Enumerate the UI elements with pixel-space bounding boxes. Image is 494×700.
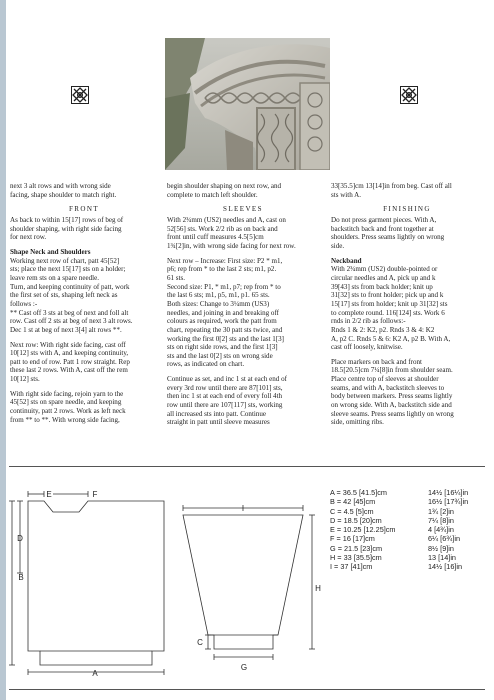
measurement-cm: I = 37 [41]cm <box>330 562 373 572</box>
measurement-cm: H = 33 [35.5]cm <box>330 552 382 562</box>
text-line: for next row. <box>10 233 47 242</box>
text-line: rnds in 2/2 rib as follows:- <box>331 317 406 326</box>
text-line: 10[12] sts with A, and keeping continuity, <box>10 349 129 358</box>
text-line: Next row – Increase: First size: P2 * m1, <box>167 256 283 265</box>
label-f: F <box>92 490 98 499</box>
text-line: leave rem sts on a spare needle. <box>10 273 100 282</box>
measurement-inches: 7¼ [8]in <box>428 515 454 525</box>
section-heading: FRONT <box>68 205 100 214</box>
measurement-inches: 16½ [17¾]in <box>428 497 469 507</box>
text-line: ** Cast off 3 sts at beg of next and foll alt <box>10 308 129 317</box>
column-sleeves <box>167 182 319 427</box>
text-line: sts with A. <box>331 190 361 199</box>
label-g: G <box>240 663 248 672</box>
text-line: every 3rd row until there are 87[101] sts, <box>167 383 283 392</box>
measurements-cm <box>330 488 396 572</box>
text-line: Place centre top of sleeves at shoulder <box>331 375 439 384</box>
text-line: Shape Neck and Shoulders <box>10 247 91 256</box>
text-line: Working next row of chart, patt 45[52] <box>10 256 120 265</box>
text-line: 52[56] sts. Work 2/2 rib as on back and <box>167 224 278 233</box>
measurement-cm: G = 21.5 [23]cm <box>330 543 383 553</box>
label-i: I <box>241 504 245 513</box>
text-line: cast off loosely, knitwise. <box>331 343 403 352</box>
text-line: With 2¾mm (US2) needles and A, cast on <box>167 215 286 224</box>
measurement-inches: 14½ [16]in <box>428 562 463 572</box>
text-line: 15[17] sts from holder; knit up 31[32] sts <box>331 299 448 308</box>
text-line: sts on right side rows, and the first 1[3] <box>167 343 278 352</box>
column-front <box>10 182 158 424</box>
text-line: circular needles and A, pick up and k <box>331 273 436 282</box>
text-line: 45[52] sts on spare needle, and keeping <box>10 398 122 407</box>
text-line: Neckband <box>331 256 362 265</box>
measurement-cm: E = 10.25 [12.25]cm <box>330 525 396 535</box>
text-line: continuity, patt 2 rows. Work as left neck <box>10 407 126 416</box>
text-line: all increased sts into patt. Continue <box>167 409 267 418</box>
text-line: the first set of sts, shaping left neck as <box>10 291 118 300</box>
text-line: p6; rep from * to the last 2 sts; m1, p2. <box>167 265 277 274</box>
label-d: D <box>17 534 23 543</box>
text-line: Both sizes: Change to 3¼mm (US3) <box>167 299 270 308</box>
text-line: 61 sts. <box>167 273 186 282</box>
text-line: front until cuff measures 4.5[5]cm <box>167 233 264 242</box>
text-line: Do not press garment pieces. With A, <box>331 215 437 224</box>
text-line: row. Cast off 2 sts at beg of next 3 alt rows. <box>10 317 133 326</box>
text-line: complete to match left shoulder. <box>167 190 258 199</box>
text-line: shoulder shaping, with right side facing <box>10 224 122 233</box>
measurement-inches: 8½ [9]in <box>428 543 454 553</box>
text-line: the last 6 sts; m1, p5, m1, p1. 65 sts. <box>167 291 270 300</box>
text-line: seams, and with A, backstitch sleeves to <box>331 383 445 392</box>
text-line: With right side facing, rejoin yarn to the <box>10 389 124 398</box>
text-line: row until there are 107[117] sts, working <box>167 401 283 410</box>
body-schematic <box>9 491 164 675</box>
text-line: sts; place the next 15[17] sts on a holder; <box>10 265 126 274</box>
measurement-cm: C = 4.5 [5]cm <box>330 506 374 516</box>
text-line: needles, and joining in and breaking off <box>167 308 280 317</box>
text-line: 33[35.5]cm 13[14]in from beg. Cast off all <box>331 182 452 190</box>
text-line: As back to within 15[17] rows of beg of <box>10 215 124 224</box>
measurement-inches: 4 [4¾]in <box>428 525 454 535</box>
label-a: A <box>92 669 98 678</box>
text-line: follows :- <box>10 299 38 308</box>
text-line: 39[43] sts from back holder; knit up <box>331 282 433 291</box>
text-line: 1¾[2]in, with wrong side facing for next row. <box>167 241 296 250</box>
text-line: side, omitting ribs. <box>331 418 384 427</box>
text-line: Turn, and keeping continuity of patt, work <box>10 282 130 291</box>
text-line: chart, repeating the 30 patt sts twice, and <box>167 325 283 334</box>
text-line: on wrong side. With A, backstitch side and <box>331 401 452 410</box>
sleeve-schematic <box>183 505 315 660</box>
measurement-inches: 13 [14]in <box>428 552 456 562</box>
measurement-cm: F = 16 [17]cm <box>330 534 375 544</box>
measurement-cm: A = 36.5 [41.5]cm <box>330 488 387 497</box>
text-line: from ** to **. With wrong side facing, <box>10 415 120 424</box>
text-line: Dec 1 st at beg of next 3[4] alt rows **. <box>10 325 122 334</box>
text-line: sts and the last 0[2] sts on wrong side <box>167 351 273 360</box>
celtic-knot-icon <box>400 86 418 104</box>
text-line: With 2¾mm (US2) double-pointed or <box>331 265 438 274</box>
text-line: 31[32] sts to front holder; pick up and k <box>331 291 444 300</box>
schematic-diagrams <box>0 478 494 683</box>
text-line: then inc 1 st at each end of every foll 4th <box>167 392 283 401</box>
text-line: side. <box>331 241 345 250</box>
measurement-cm: B = 42 [45]cm <box>330 497 376 507</box>
label-h: H <box>315 584 321 593</box>
text-line: facing, shape shoulder to match right. <box>10 190 117 199</box>
text-line: Next row: With right side facing, cast off <box>10 340 126 349</box>
text-line: working the first 0[2] sts and the last 1[3] <box>167 334 285 343</box>
text-line: straight in patt until sleeve measures <box>167 418 270 427</box>
divider-top <box>9 466 485 467</box>
text-line: A, p2 C. Rnds 5 & 6: K2 A, p2 B. With A, <box>331 334 451 343</box>
text-line: these last 2 rows. With A, cast off the rem <box>10 366 128 375</box>
label-b: B <box>18 573 24 582</box>
text-line: shoulders. Press seams lightly on wrong <box>331 233 445 242</box>
section-heading: SLEEVES <box>223 205 263 214</box>
divider-bottom <box>9 689 485 690</box>
section-heading: FINISHING <box>383 205 431 214</box>
measurements-inches <box>428 488 468 572</box>
text-line: Rnds 1 & 2: K2, p2. Rnds 3 & 4: K2 <box>331 325 435 334</box>
text-line: body between markers. Press seams lightly <box>331 392 453 401</box>
label-c: C <box>197 638 203 647</box>
label-e: E <box>46 490 52 499</box>
column-finishing <box>331 182 483 427</box>
stone-cross-photo <box>165 38 330 170</box>
text-line: next 3 alt rows and with wrong side <box>10 182 111 190</box>
text-line: 18.5[20.5]cm 7¼[8]in from shoulder seam. <box>331 366 453 375</box>
text-line: patt to end of row. Patt 1 row straight. Rep <box>10 357 130 366</box>
text-line: begin shoulder shaping on next row, and <box>167 182 282 190</box>
text-line: to complete round. 116[124] sts. Work 6 <box>331 308 445 317</box>
measurement-cm: D = 18.5 [20]cm <box>330 515 382 525</box>
measurement-inches: 14½ [16¼]in <box>428 488 469 497</box>
text-line: rows, as indicated on chart. <box>167 360 245 369</box>
text-line: sleeve seams. Press seams lightly on wrong <box>331 409 454 418</box>
text-line: 10[12] sts. <box>10 375 40 384</box>
text-line: colours as required, work the patt from <box>167 317 277 326</box>
text-line: Second size: P1, * m1, p7; rep from * to <box>167 282 281 291</box>
measurement-inches: 6¼ [6¾]in <box>428 534 461 544</box>
text-line: Continue as set, and inc 1 st at each end of <box>167 375 287 384</box>
text-line: Place markers on back and front <box>331 357 422 366</box>
text-line: backstitch back and front together at <box>331 224 434 233</box>
celtic-knot-icon <box>71 86 89 104</box>
measurement-inches: 1¾ [2]in <box>428 506 454 516</box>
